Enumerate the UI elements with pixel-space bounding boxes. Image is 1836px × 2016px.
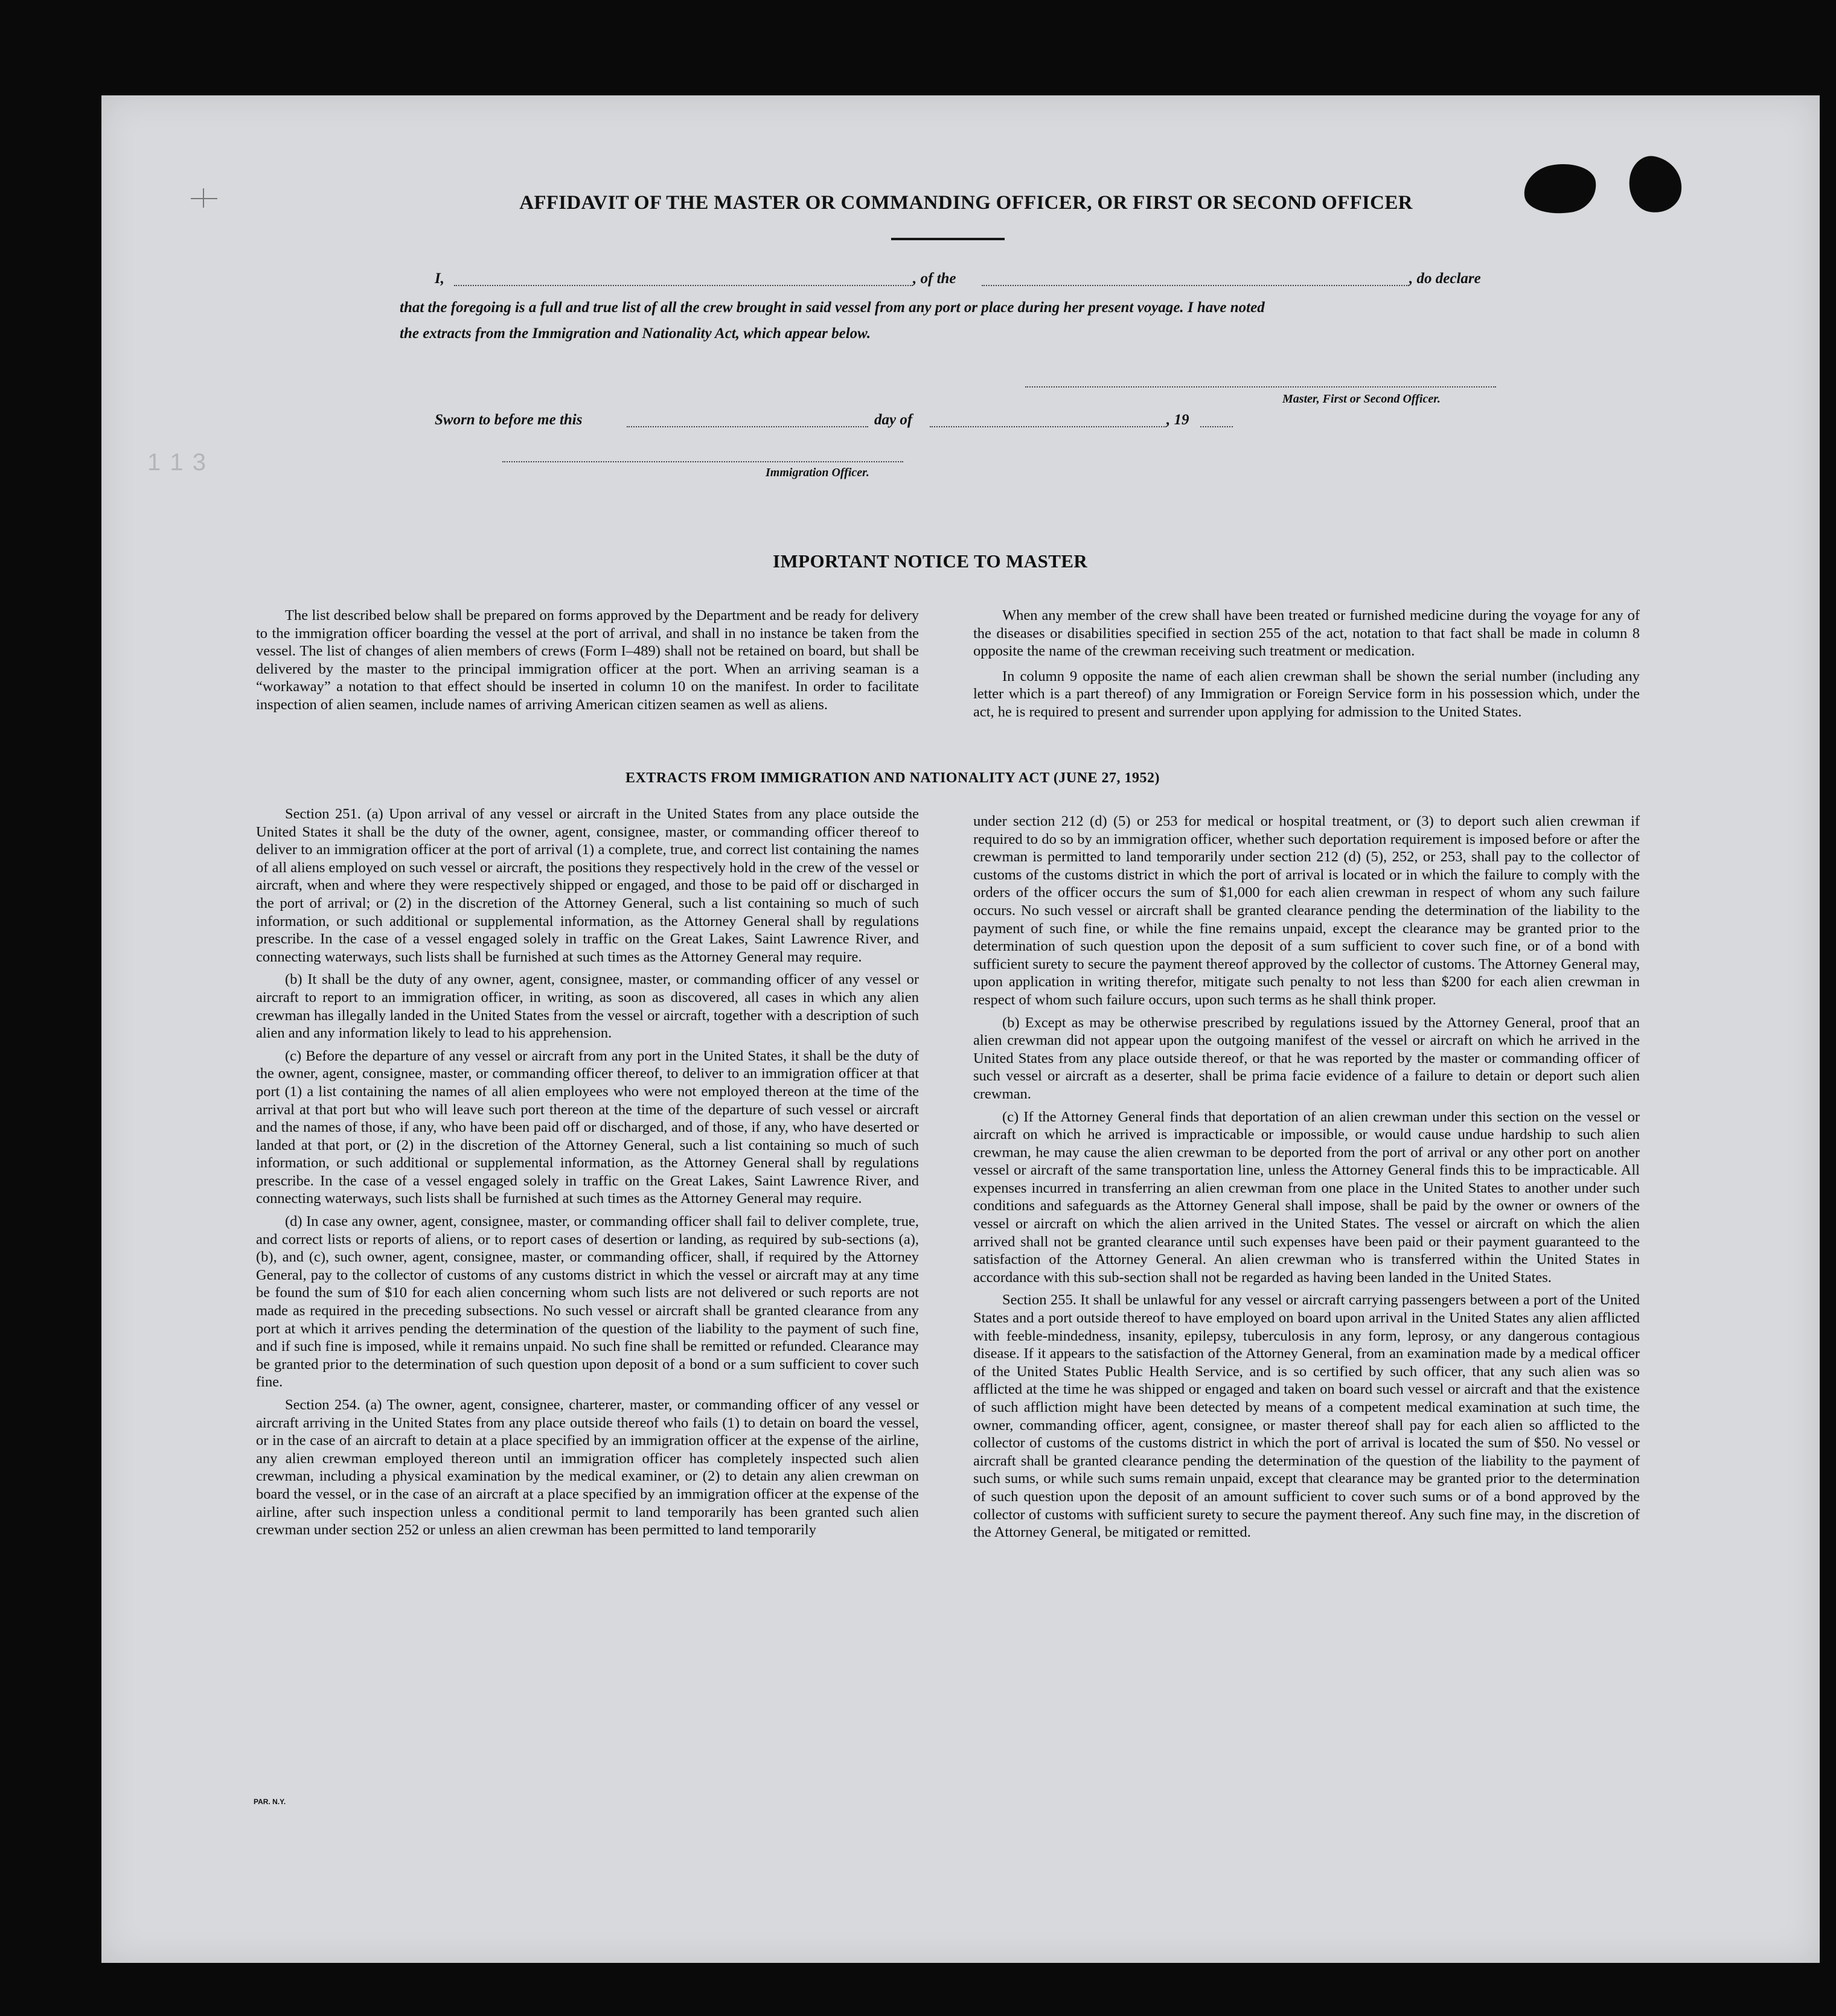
extracts-heading: EXTRACTS FROM IMMIGRATION AND NATIONALITY ACT (JUNE 27, 1952) <box>625 770 1160 786</box>
section-254-a: Section 254. (a) The owner, agent, consignee, charterer, master, or commanding officer of any vessel or aircraft arriving in the United States from any place outside thereof who fails (1) to detain on board the vessel, or in the case of an aircraft to detain at a place specified by an immigration officer at the expense of the airline, any alien crewman employed thereon until an immigration officer has completely inspected such alien crewman, including a physical examination by the medical examiner, or (2) to detain any alien crewman on board the vessel, or in the case of an aircraft at a place specified by an immigration officer at the expense of the airline, after such inspection unless a conditional permit to land temporarily has been granted such alien crewman under section 252 or unless an alien crewman has been permitted to land temporarily <box>256 1397 919 1539</box>
section-254-c: (c) If the Attorney General finds that deportation of an alien crewman under this section on the vessel or aircraft on which he arrived is impracticable or impossible, or would cause undue hardship to such alien crewman, he may cause the alien crewman to be deported from the port of arrival or any other port on another vessel or aircraft of the same transportation line, unless the Attorney General finds this to be impracticable. All expenses incurred in transferring an alien crewman from one place in the United States to another under such conditions and safeguards as the Attorney General shall impose, shall be paid by the owner or owners of the vessel or aircraft on which the alien arrived in the United States. The vessel or aircraft on which the alien arrived shall not be granted clearance until such expenses have been paid or their payment guaranteed to the satisfaction of the Attorney General. An alien crewman who is transferred within the United States in accordance with this sub-section shall not be regarded as having been landed in the United States. <box>973 1108 1640 1286</box>
declaration-do-declare-label: , do declare <box>1409 270 1481 287</box>
year-label: , 19 <box>1166 412 1189 428</box>
vessel-field[interactable] <box>982 285 1409 286</box>
sworn-month-field[interactable] <box>930 426 1166 427</box>
printer-mark: PAR. N.Y. <box>254 1797 286 1806</box>
faint-stamp: 1 1 3 <box>147 449 207 476</box>
sworn-year-field[interactable] <box>1200 426 1233 427</box>
extracts-right-column <box>973 812 1640 1546</box>
section-254-a-continued: under section 212 (d) (5) or 253 for medical or hospital treatment, or (3) to deport such alien crewman if required to do so by an immigration officer, whether such deportation requirement is imposed before or after the crewman is permitted to land temporarily under section 212 (d) (5), 252, or 253, shall pay to the collector of customs of the customs district in which the port of arrival is located or in which the failure to comply with the orders of the officer occurs the sum of $1,000 for each alien crewman in respect of whom any such failure occurs. No such vessel or aircraft shall be granted clearance pending the determination of the liability to the payment of such fine, or while the fine remains unpaid, except the clearance may be granted prior to the determination of such question upon the deposit of a sum sufficient to cover such fine, or of a bond with sufficient surety to secure the payment thereof approved by the collector of customs. The Attorney General may, upon application in writing therefor, mitigate such penalty to not less than $200 for each alien crewman in respect of whom such failure occurs, upon such terms as he shall think proper. <box>973 813 1640 1008</box>
day-of-label: day of <box>874 412 913 428</box>
sworn-label: Sworn to before me this <box>435 412 583 428</box>
section-254-b: (b) Except as may be otherwise prescribed by regulations issued by the Attorney General, proof that an alien crewman did not appear upon the outgoing manifest of the vessel or aircraft on which he arrived in the United States from any place outside thereof, or that he was reported by the master or commanding officer of such vessel or aircraft as a deserter, shall be prima facie evidence of a failure to detain or deport such alien crewman. <box>973 1014 1640 1102</box>
sworn-day-field[interactable] <box>627 426 868 427</box>
name-field[interactable] <box>454 285 913 286</box>
declaration-line-2: that the foregoing is a full and true list of all the crew brought in said vessel from any port or place during her present voyage. I have noted <box>400 299 1265 316</box>
affidavit-title: AFFIDAVIT OF THE MASTER OR COMMANDING OFFICER, OR FIRST OR SECOND OFFICER <box>519 192 1413 214</box>
notice-right-paragraph-1: When any member of the crew shall have been treated or furnished medicine during the voyage for any of the diseases or disabilities specified in section 255 of the act, notation to that fact shall be made in column 8 opposite the name of the crewman receiving such treatment or medication. <box>973 607 1640 660</box>
section-251-c: (c) Before the departure of any vessel or aircraft from any port in the United States, it shall be the duty of the owner, agent, consignee, master, or commanding officer thereof, to deliver to an immigration officer at that port (1) a list containing the names of all alien employees who were not employed thereon at the time of the arrival at that port but who will leave such port thereon at the time of the departure of such vessel or aircraft and the names of those, if any, who have been paid off or discharged, and of those, if any, who have deserted or landed at that port, or (2) in the discretion of the Attorney General, such a list containing so much of such information, or such additional or supplemental information, as the Attorney General shall by regulations prescribe. In the case of a vessel engaged solely in traffic on the Great Lakes, Saint Lawrence River, and connecting waterways, such lists shall be furnished at such times as the Attorney General may require. <box>256 1047 919 1207</box>
master-signature-field[interactable] <box>1025 386 1496 388</box>
notice-left-column <box>256 607 919 719</box>
officer-signature-field[interactable] <box>502 461 903 462</box>
master-signature-caption: Master, First or Second Officer. <box>1282 392 1441 406</box>
notice-right-column <box>973 607 1640 726</box>
registration-mark <box>191 188 217 208</box>
notice-right-paragraph-2: In column 9 opposite the name of each alien crewman shall be shown the serial number (including any letter which is a part thereof) of any Immigration or Foreign Service form in his possession which, under the act, he is required to present and surrender upon applying for admission to the United States. <box>973 668 1640 720</box>
declaration-of-the-label: , of the <box>913 270 956 287</box>
officer-signature-caption: Immigration Officer. <box>766 466 869 479</box>
section-251-b: (b) It shall be the duty of any owner, agent, consignee, master, or commanding officer of any vessel or aircraft to report to an immigration officer, in writing, as soon as discovered, all cases in which any alien crewman has illegally landed in the United States from the vessel or aircraft, together with a description of such alien and any information likely to lead to his apprehension. <box>256 971 919 1042</box>
section-251-a: Section 251. (a) Upon arrival of any vessel or aircraft in the United States from any place outside the United States it shall be the duty of the owner, agent, consignee, master, or commanding officer thereof to deliver to an immigration officer at the port of arrival (1) a complete, true, and correct list containing the names of all aliens employed on such vessel or aircraft, the positions they respectively hold in the crew of the vessel or aircraft, when and where they were respectively shipped or engaged, and those to be paid off or discharged in the port of arrival; or (2) in the discretion of the Attorney General, such a list containing so much of such information, or such additional or supplemental information, as the Attorney General shall by regulations prescribe. In the case of a vessel engaged solely in traffic on the Great Lakes, Saint Lawrence River, and connecting waterways, such lists shall be furnished at such times as the Attorney General may require. <box>256 806 919 965</box>
notice-heading: IMPORTANT NOTICE TO MASTER <box>773 550 1088 572</box>
section-251-d: (d) In case any owner, agent, consignee, master, or commanding officer shall fail to deliver complete, true, and correct lists or reports of aliens, or to report cases of desertion or landing, as required by sub-sections (a), (b), and (c), such owner, agent, consignee, master, or commanding officer, shall, if required by the Attorney General, pay to the collector of customs of any customs district in which the vessel or aircraft may at any time be found the sum of $10 for each alien concerning whom such lists are not delivered or such reports are not made as required in the preceding subsections. No such vessel or aircraft shall be granted clearance from any port at which it arrives pending the determination of the question of the liability to the payment of such fine, and if such fine is imposed, while it remains unpaid. No such fine shall be remitted or refunded. Clearance may be granted prior to the determination of such question upon deposit of a bond or a sum sufficient to cover such fine. <box>256 1213 919 1391</box>
declaration-line-3: the extracts from the Immigration and Nationality Act, which appear below. <box>400 325 871 342</box>
declaration-i-label: I, <box>435 270 444 287</box>
title-underline <box>891 238 1005 240</box>
section-255: Section 255. It shall be unlawful for any vessel or aircraft carrying passengers between a port of the United States and a port outside thereof to have employed on board upon arrival in the United States any alien afflicted with feeble-mindedness, insanity, epilepsy, tuberculosis in any form, leprosy, or any dangerous contagious disease. If it appears to the satisfaction of the Attorney General, from an examination made by a medical officer of the United States Public Health Service, and is so certified by such officer, that any such alien was so afflicted at the time he was shipped or engaged and taken on board such vessel or aircraft and that the existence of such affliction might have been detected by means of a competent medical examination at such time, the owner, commanding officer, agent, consignee, or master thereof shall pay for each alien so afflicted to the collector of customs of the customs district in which the port of arrival is located the sum of $50. No vessel or aircraft shall be granted clearance pending the determination of the question of the liability to the payment of such sums, or while such sums remain unpaid, except that clearance may be granted prior to the determination of such question upon the deposit of an amount sufficient to cover such sums or of a bond approved by the collector of customs with sufficient surety to secure the payment thereof. Any such fine may, in the discretion of the Attorney General, be mitigated or remitted. <box>973 1292 1640 1541</box>
extracts-left-column <box>256 805 919 1544</box>
notice-left-paragraph: The list described below shall be prepared on forms approved by the Department and be ready for delivery to the immigration officer boarding the vessel at the port of arrival, and shall in no instance be taken from the vessel. The list of changes of alien members of crews (Form I–489) shall not be retained on board, but shall be delivered by the master to the principal immigration officer at the port. When an arriving seaman is a “workaway” a notation to that effect should be inserted in column 10 on the manifest. In order to facilitate inspection of alien seamen, include names of arriving American citizen seamen as well as aliens. <box>256 607 919 713</box>
